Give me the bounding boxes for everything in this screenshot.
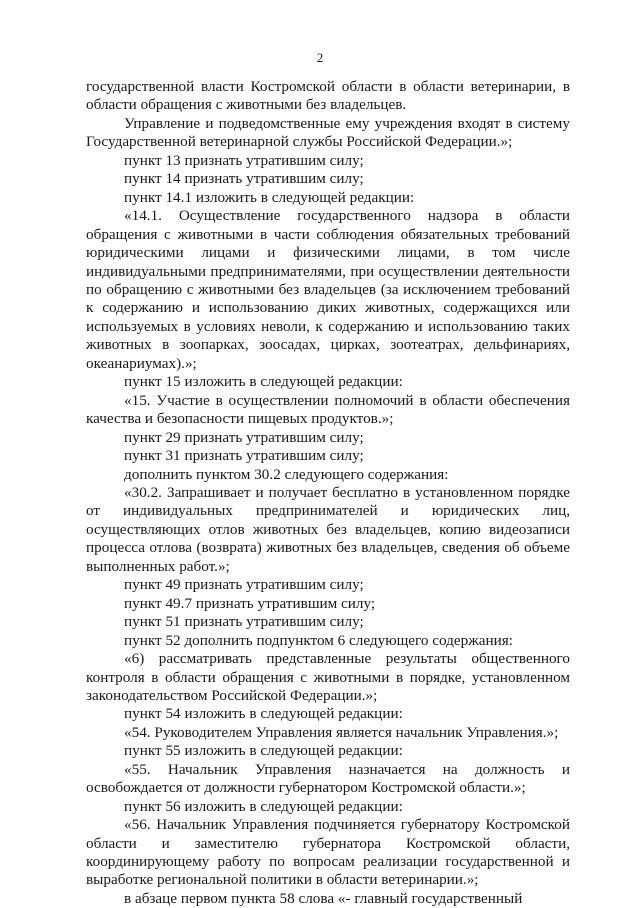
paragraph: пункт 49 признать утратившим силу; [124,576,364,594]
paragraph: пункт 29 признать утратившим силу; [124,428,364,446]
paragraph: дополнить пунктом 30.2 следующего содержания: [124,465,449,483]
paragraph: пункт 54 изложить в следующей редакции: [124,705,403,723]
paragraph: «56. Начальник Управления подчиняется губернатору Костромской области и заместителю губернатора Костромской области, координирующему работу по вопросам реализации государственной и выработке региональной политики в области ветеринарии.»; [86,816,570,889]
paragraph: пункт 49.7 признать утратившим силу; [124,594,376,612]
paragraph: государственной власти Костромской области в области ветеринарии, в области обращения с животными без владельцев. [86,78,570,114]
paragraph: в абзаце первом пункта 58 слова «- главный государственный [124,889,523,907]
paragraph: «6) рассматривать представленные результаты общественного контроля в области обращения с животными в порядке, установленном законодательством Российской Федерации.»; [86,650,570,704]
paragraph: пункт 14.1 изложить в следующей редакции: [124,188,415,206]
paragraph: пункт 15 изложить в следующей редакции: [124,373,403,391]
paragraph: «15. Участие в осуществлении полномочий в области обеспечения качества и безопасности пищевых продуктов.»; [86,391,570,428]
paragraph: пункт 13 признать утратившим силу; [124,151,364,169]
paragraph: пункт 31 признать утратившим силу; [124,447,364,465]
paragraph: пункт 14 признать утратившим силу; [124,170,364,188]
paragraph: пункт 56 изложить в следующей редакции: [124,797,403,815]
paragraph: пункт 55 изложить в следующей редакции: [124,742,403,760]
paragraph: пункт 52 дополнить подпунктом 6 следующего содержания: [124,631,513,649]
paragraph: «30.2. Запрашивает и получает бесплатно в установленном порядке от индивидуальных предпринимателей и юридических лиц, осуществляющих отлов животных без владельцев, копию видеозаписи процесса отлова (возврата) животных без владельцев, сведения об объеме выполненных работ.»; [86,483,570,575]
document-body [86,78,570,908]
paragraph: пункт 51 признать утратившим силу; [124,613,364,631]
paragraph: «55. Начальник Управления назначается на должность и освобождается от должности губернатором Костромской области.»; [86,760,570,797]
page-number: 2 [316,50,324,65]
paragraph: «54. Руководителем Управления является начальник Управления.»; [124,723,559,741]
paragraph: «14.1. Осуществление государственного надзора в области обращения с животными в части соблюдения обязательных требований юридическими лицами и физическими лицами, в том числе индивидуальными предпринимателями, при осуществлении деятельности по обращению с животными без владельцев (за исключением требований к содержанию и использованию диких животных, содержащихся или используемых в условиях неволи, к содержанию и использованию таких животных в зоопарках, зоосадах, цирках, зоотеатрах, дельфинариях, океанариумах).»; [86,207,570,372]
paragraph: Управление и подведомственные ему учреждения входят в систему Государственной ветеринарной службы Российской Федерации.»; [86,114,570,151]
